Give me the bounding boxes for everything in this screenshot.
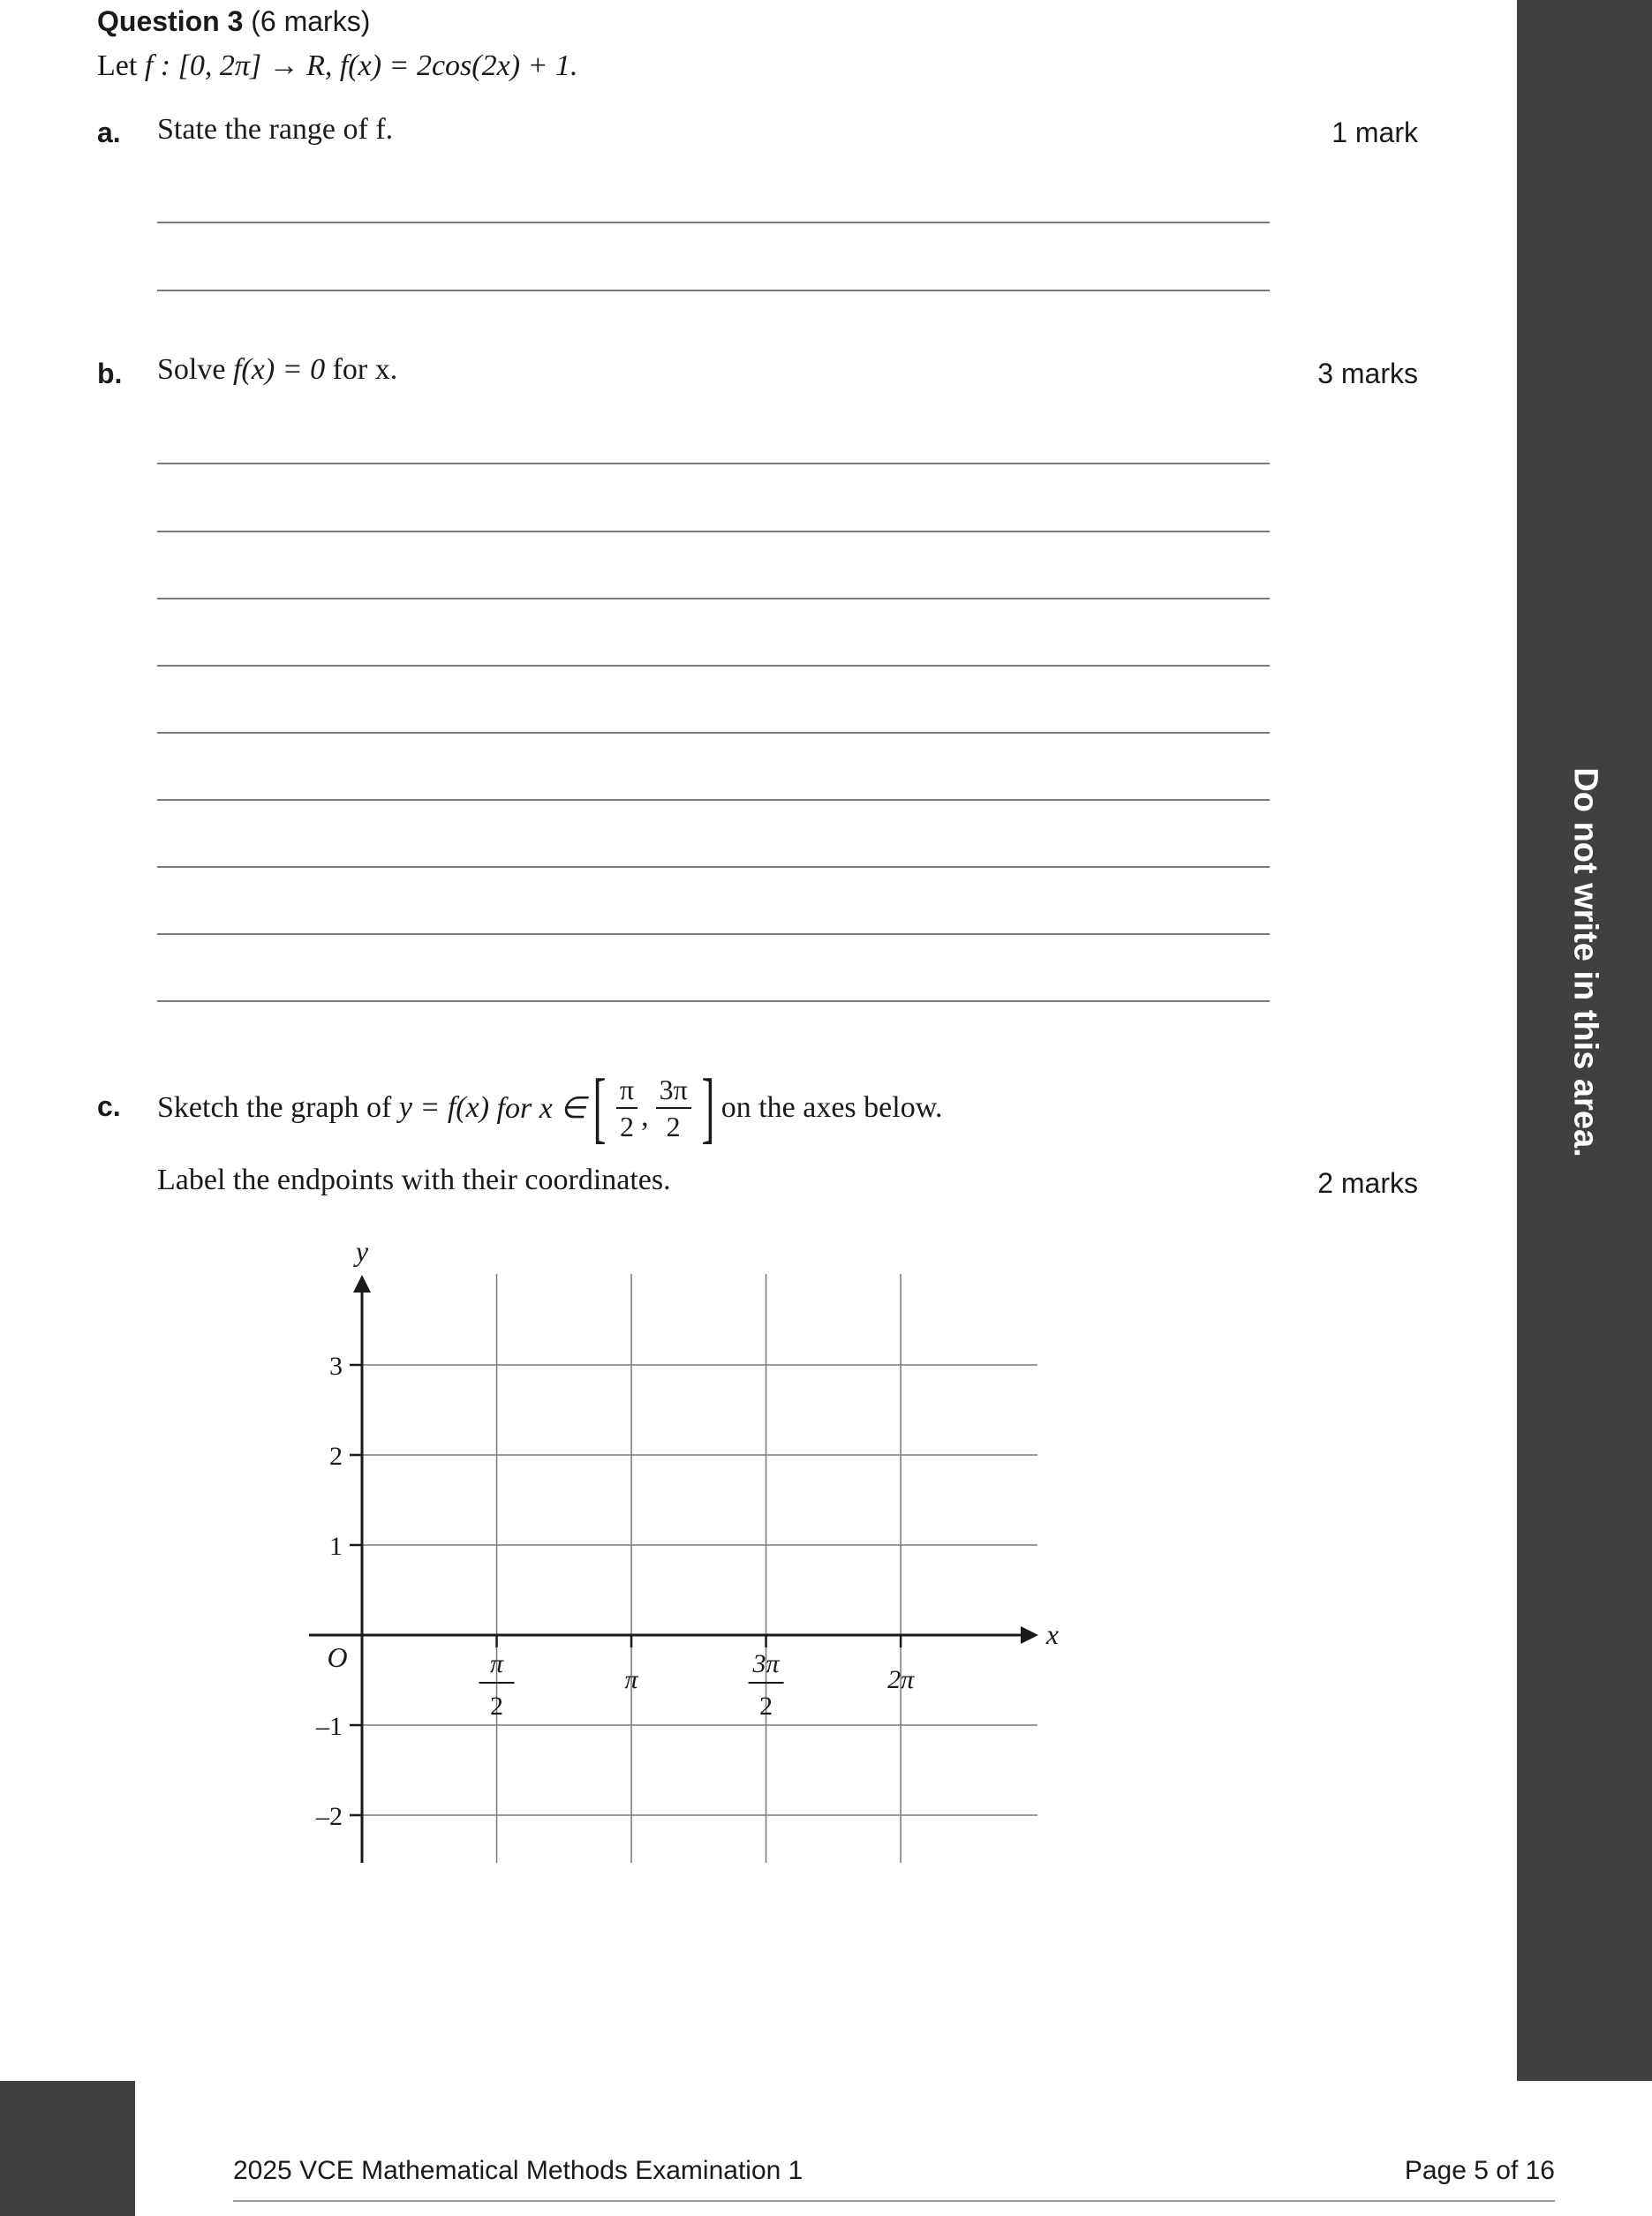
interval-start-den: 2: [619, 1111, 634, 1142]
question-marks: (6 marks): [251, 5, 371, 37]
interval-start-num: π: [616, 1072, 637, 1109]
part-c-for: for x ∈: [496, 1092, 586, 1125]
do-not-write-notice: Do not write in this area.: [1566, 767, 1604, 1157]
part-a-marks: 1 mark: [1331, 117, 1418, 148]
y-tick-label: 1: [329, 1532, 343, 1561]
interval-end-num: 3π: [656, 1072, 691, 1109]
part-b-letter: b.: [97, 358, 123, 389]
ticks: [315, 1352, 915, 1831]
footer-exam-title: 2025 VCE Mathematical Methods Examination 1: [233, 2156, 803, 2185]
x-tick-label: π: [624, 1665, 638, 1694]
y-axis-arrow: [353, 1275, 371, 1293]
part-c-marks: 2 marks: [1317, 1167, 1418, 1199]
y-tick-label: 3: [329, 1352, 343, 1381]
part-b-equation: f(x) = 0: [232, 353, 326, 386]
origin-label: O: [327, 1641, 348, 1673]
interval-comma: ,: [641, 1100, 649, 1133]
right-bracket: ]: [701, 1064, 715, 1151]
x-axis-arrow: [1021, 1626, 1038, 1644]
part-b-suffix: for x.: [332, 353, 398, 386]
x-tick-label-num: 3π: [752, 1649, 780, 1678]
part-a-text: State the range of f.: [157, 113, 394, 146]
interval-end-den: 2: [666, 1111, 681, 1142]
part-c-instruction: Label the endpoints with their coordinates.: [157, 1164, 671, 1196]
y-tick-label: –1: [316, 1712, 343, 1741]
footer-page-number: Page 5 of 16: [1404, 2156, 1555, 2185]
part-b-prefix: Solve: [157, 353, 226, 386]
question-number: Question 3: [97, 5, 244, 37]
part-b-marks: 3 marks: [1317, 358, 1418, 389]
left-bracket: [: [592, 1064, 607, 1151]
y-tick-label: 2: [329, 1442, 343, 1471]
part-c-equation: y = f(x): [398, 1091, 490, 1124]
x-tick-label-num: π: [490, 1649, 504, 1678]
axes: [309, 1235, 1059, 1863]
x-tick-label: 2π: [887, 1665, 915, 1694]
y-axis-label: y: [355, 1235, 369, 1267]
intro-prefix: Let: [97, 49, 138, 82]
part-a-letter: a.: [97, 117, 121, 148]
part-c-suffix: on the axes below.: [720, 1091, 943, 1124]
y-tick-label: –2: [316, 1802, 343, 1831]
footer-rule: [233, 2200, 1555, 2202]
x-axis-label: x: [1045, 1618, 1060, 1650]
corner-block: [0, 2081, 135, 2216]
part-c-prefix: Sketch the graph of: [157, 1091, 392, 1124]
grid: [362, 1274, 1037, 1863]
part-c-letter: c.: [97, 1090, 121, 1122]
x-tick-label-den: 2: [759, 1692, 773, 1721]
x-tick-label-den: 2: [490, 1692, 504, 1721]
function-definition: f : [0, 2π] → R, f(x) = 2cos(2x) + 1.: [144, 49, 578, 82]
